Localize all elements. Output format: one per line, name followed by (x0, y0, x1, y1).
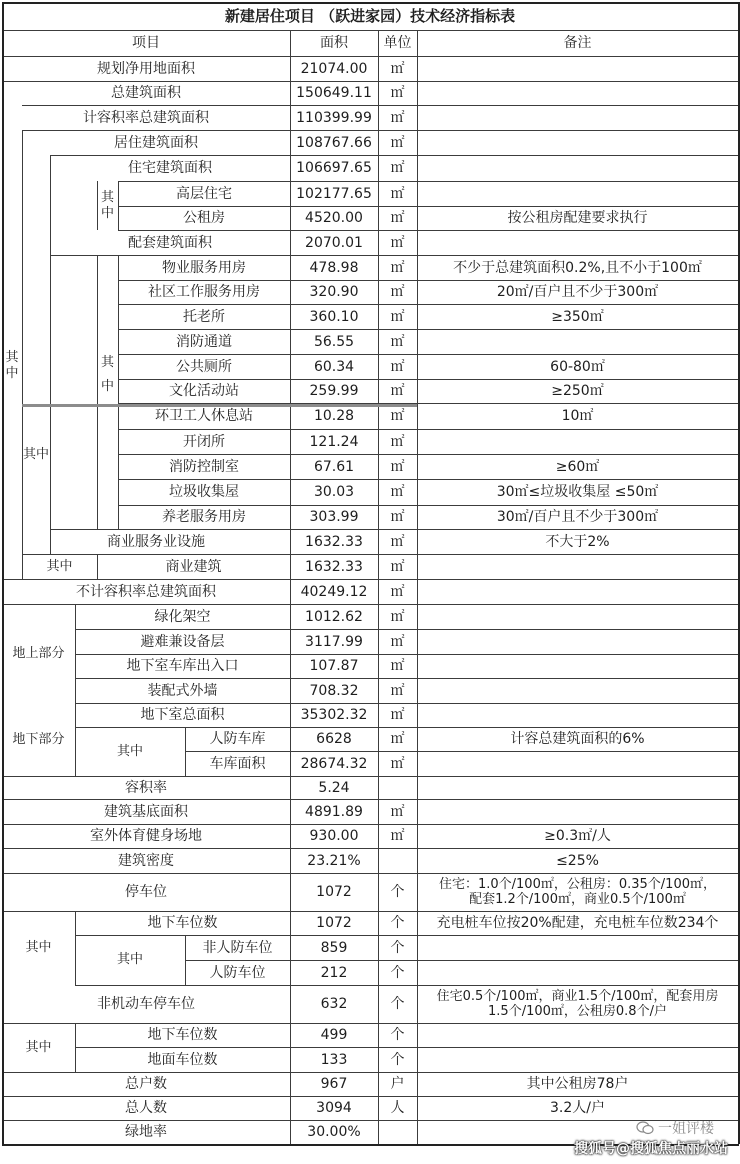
row-label: 环卫工人休息站 (155, 408, 253, 424)
row-area: 102177.65 (296, 185, 372, 202)
grid-line (2, 604, 739, 605)
header-area: 面积 (320, 35, 348, 51)
group-label: 地下部分 (12, 731, 65, 747)
row-label: 装配式外墙 (147, 682, 218, 699)
row-note (417, 935, 738, 960)
row-note (417, 105, 738, 130)
page-split-divider (22, 404, 417, 407)
row-note (417, 960, 738, 985)
row-note (417, 1023, 738, 1047)
row-unit: 个 (390, 996, 405, 1012)
row-unit: ㎡ (390, 608, 405, 625)
grid-line (2, 579, 739, 580)
row-label: 住宅建筑面积 (128, 160, 212, 176)
row-unit: ㎡ (390, 731, 405, 747)
grid-line (118, 181, 739, 182)
grid-line (22, 105, 739, 106)
row-note: 不大于2% (545, 533, 610, 550)
row-note: 其中公租房78户 (526, 1076, 629, 1092)
group-label: 其中 (100, 189, 114, 221)
row-unit: ㎡ (390, 308, 405, 325)
row-unit (378, 776, 417, 799)
grid-line (118, 206, 739, 207)
grid-line (22, 554, 739, 555)
grid-line (185, 960, 739, 961)
row-unit: ㎡ (390, 134, 405, 151)
grid-line (2, 824, 739, 825)
row-label: 避难兼设备层 (140, 633, 225, 650)
watermark (534, 1118, 734, 1158)
row-unit: ㎡ (390, 284, 405, 300)
grid-line (118, 454, 739, 455)
row-area: 106697.65 (296, 160, 372, 176)
row-unit: ㎡ (390, 583, 405, 600)
row-area: 259.99 (309, 383, 359, 399)
row-label: 非机动车停车位 (97, 996, 195, 1012)
row-note (417, 799, 738, 824)
row-label: 人防车库 (209, 731, 266, 747)
row-note (417, 776, 738, 799)
group-label: 其中 (25, 1039, 52, 1055)
row-note (417, 579, 738, 604)
row-label: 室外体育健身场地 (90, 828, 202, 844)
row-label: 消防控制室 (169, 458, 239, 475)
row-note (417, 678, 738, 703)
row-unit: ㎡ (390, 509, 405, 525)
grid-line (118, 379, 739, 380)
row-area: 133 (320, 1051, 348, 1068)
grid-line (75, 629, 739, 630)
group-label: 其中 (116, 743, 143, 759)
row-area: 1632.33 (305, 558, 363, 575)
row-label: 开闭所 (183, 433, 225, 450)
row-unit: ㎡ (390, 533, 405, 550)
row-unit: 个 (390, 1051, 405, 1068)
grid-line (75, 727, 739, 728)
watermark-source-text: 搜狐号@搜狐焦点丽水站 (574, 1141, 728, 1157)
row-label: 停车位 (125, 884, 167, 900)
grid-line (2, 56, 739, 57)
row-label: 养老服务用房 (162, 509, 246, 525)
row-area: 499 (320, 1027, 348, 1043)
row-label: 地下车位数 (147, 915, 218, 931)
row-area: 967 (320, 1076, 348, 1092)
row-label: 计容积率总建筑面积 (83, 109, 209, 126)
grid-line (22, 130, 23, 579)
row-label: 地面车位数 (147, 1051, 218, 1068)
row-unit: ㎡ (390, 707, 405, 723)
grid-line (2, 30, 739, 31)
grid-line (118, 280, 739, 281)
row-label: 总人数 (125, 1100, 167, 1116)
row-note (417, 629, 738, 654)
grid-line (118, 181, 119, 230)
row-unit: ㎡ (390, 408, 405, 424)
grid-line (75, 985, 739, 986)
row-area: 110399.99 (296, 109, 372, 126)
row-note: 不少于总建筑面积0.2%,且不小于100㎡ (453, 259, 702, 276)
row-label: 总户数 (125, 1076, 167, 1092)
row-unit: ㎡ (390, 484, 405, 500)
row-label: 公共厕所 (176, 358, 232, 375)
grid-line (2, 1096, 739, 1097)
header-item: 项目 (132, 35, 160, 51)
row-note: 3.2人/户 (550, 1100, 605, 1116)
row-unit: ㎡ (390, 358, 405, 375)
grid-line (2, 799, 739, 800)
row-label: 地下室总面积 (140, 707, 225, 723)
row-area: 859 (320, 939, 348, 956)
row-label: 商业建筑 (165, 558, 222, 575)
grid-line (2, 911, 739, 912)
row-area: 303.99 (309, 509, 359, 525)
header-unit: 单位 (383, 35, 412, 51)
row-label: 人防车位 (209, 964, 266, 981)
row-area: 708.32 (309, 682, 359, 699)
row-note: 住宅：1.0个/100㎡，公租房：0.35个/100㎡， 配套1.2个/100㎡，商业0.5个/100㎡ (438, 877, 716, 907)
row-note (417, 329, 738, 354)
row-area: 3094 (316, 1100, 352, 1116)
group-label: 其中 (22, 447, 49, 462)
row-unit: 户 (390, 1076, 405, 1092)
table-title: 新建居住项目 （跃进家园）技术经济指标表 (224, 7, 516, 25)
row-note (417, 429, 738, 454)
row-note (417, 751, 738, 776)
row-label: 规划净用地面积 (97, 60, 195, 77)
grid-line (290, 30, 291, 1144)
row-unit: ㎡ (390, 333, 405, 350)
row-note: 充电桩车位按20%配建，充电桩车位数234个 (436, 915, 719, 931)
row-label: 社区工作服务用房 (148, 284, 260, 300)
grid-line (118, 505, 739, 506)
row-area: 4891.89 (305, 803, 363, 820)
row-note (417, 155, 738, 181)
row-label: 商业服务业设施 (107, 533, 205, 550)
row-unit (378, 848, 417, 873)
row-area: 2070.01 (305, 234, 363, 251)
row-area: 930.00 (309, 828, 359, 844)
row-label: 非人防车位 (202, 939, 273, 956)
row-note: ≥350㎡ (551, 308, 604, 325)
row-unit: 个 (390, 884, 405, 900)
grid-line (185, 935, 186, 985)
grid-line (2, 2, 739, 4)
row-area: 6628 (316, 731, 352, 747)
row-label: 绿化架空 (154, 608, 211, 625)
row-note (417, 554, 738, 579)
row-note (417, 703, 738, 727)
row-area: 56.55 (313, 333, 355, 350)
grid-line (75, 678, 739, 679)
row-note (417, 56, 738, 81)
row-unit: ㎡ (390, 458, 405, 475)
row-unit: ㎡ (390, 682, 405, 699)
grid-line (75, 911, 76, 985)
row-unit: ㎡ (390, 160, 405, 176)
row-label: 不计容积率总建筑面积 (76, 583, 216, 600)
grid-line (2, 1072, 739, 1073)
group-label: 其中 (5, 350, 19, 381)
row-area: 28674.32 (300, 755, 368, 772)
row-note: 10㎡ (561, 408, 594, 424)
row-note: 20㎡/百户且不少于300㎡ (496, 284, 659, 300)
row-area: 21074.00 (300, 60, 368, 77)
grid-line (2, 81, 739, 82)
grid-line (75, 604, 76, 776)
row-unit: ㎡ (390, 828, 405, 844)
row-unit: ㎡ (390, 658, 405, 674)
row-note: ≥0.3㎡/人 (544, 828, 611, 844)
row-label: 高层住宅 (176, 185, 232, 202)
grid-line (2, 873, 739, 874)
row-note (417, 230, 738, 255)
row-area: 1072 (316, 915, 352, 931)
row-unit: ㎡ (390, 259, 405, 276)
row-unit: ㎡ (390, 185, 405, 202)
grid-line (50, 155, 739, 156)
row-unit: ㎡ (390, 558, 405, 575)
header-note: 备注 (563, 35, 592, 51)
row-area: 478.98 (309, 259, 359, 276)
row-note (417, 181, 738, 206)
row-unit: ㎡ (390, 234, 405, 251)
row-unit: ㎡ (390, 60, 405, 77)
grid-line (97, 181, 98, 230)
row-area: 35302.32 (300, 707, 368, 723)
row-unit: ㎡ (390, 755, 405, 772)
row-unit: ㎡ (390, 85, 405, 101)
row-unit: 人 (390, 1100, 405, 1116)
grid-line (2, 1023, 739, 1024)
row-label: 建筑密度 (118, 852, 174, 869)
row-area: 4520.00 (305, 210, 363, 226)
row-area: 632 (320, 996, 348, 1012)
grid-line (378, 30, 379, 1144)
row-label: 车库面积 (209, 755, 266, 772)
row-unit: ㎡ (390, 383, 405, 399)
row-note (417, 604, 738, 629)
grid-line (50, 255, 739, 256)
row-note: 住宅0.5个/100㎡，商业1.5个/100㎡，配套用房 1.5个/100㎡，公租房0.8个/户 (436, 989, 719, 1019)
row-label: 总建筑面积 (111, 85, 181, 101)
row-area: 3117.99 (305, 633, 363, 650)
grid-line (75, 703, 739, 704)
grid-line (185, 751, 739, 752)
row-unit: 个 (390, 915, 405, 931)
grid-line (118, 429, 739, 430)
row-area: 67.61 (313, 458, 355, 475)
grid-line (75, 654, 739, 655)
row-area: 107.87 (309, 658, 359, 674)
grid-line (118, 255, 119, 529)
row-note: ≥250㎡ (551, 383, 604, 399)
row-unit: ㎡ (390, 210, 405, 226)
row-note: 按公租房配建要求执行 (507, 210, 648, 226)
row-note: ≤25% (556, 852, 599, 869)
row-label: 配套建筑面积 (128, 234, 212, 251)
row-label: 消防通道 (176, 333, 232, 350)
row-unit: 个 (390, 939, 405, 956)
grid-line (75, 1047, 739, 1048)
group-label: 其中 (116, 952, 143, 967)
grid-line (118, 354, 739, 355)
row-note: 30㎡/百户且不少于300㎡ (496, 509, 659, 525)
row-area: 108767.66 (296, 134, 372, 151)
row-area: 150649.11 (296, 85, 372, 101)
row-area: 1632.33 (305, 533, 363, 550)
row-area: 10.28 (313, 408, 355, 424)
row-note (417, 1047, 738, 1072)
watermark-author-text: 一姐评楼 (658, 1121, 714, 1137)
grid-line (417, 30, 418, 1144)
row-area: 121.24 (309, 433, 359, 450)
row-note: ≥60㎡ (555, 458, 600, 475)
row-note (417, 654, 738, 678)
grid-line (2, 776, 739, 777)
grid-line (75, 1023, 76, 1072)
watermark-author (636, 1118, 714, 1138)
row-label: 地下室车库出入口 (126, 658, 239, 674)
wechat-icon (636, 1121, 654, 1135)
row-note (417, 130, 738, 155)
row-area: 1072 (316, 884, 352, 900)
row-area: 60.34 (313, 358, 355, 375)
row-unit: ㎡ (390, 633, 405, 650)
grid-line (22, 130, 739, 131)
row-unit: ㎡ (390, 433, 405, 450)
row-note: 30㎡≤垃圾收集屋 ≤50㎡ (496, 484, 659, 500)
row-label: 容积率 (125, 779, 167, 796)
grid-line (97, 255, 98, 529)
group-label: 其中 (46, 558, 73, 574)
row-area: 30.03 (313, 484, 355, 500)
grid-line (75, 935, 739, 936)
row-note: 计容总建筑面积的6% (510, 731, 645, 747)
group-label: 其中 (25, 940, 52, 955)
row-label: 居住建筑面积 (114, 134, 198, 151)
group-label: 其中 (100, 355, 114, 394)
row-area: 5.24 (318, 779, 350, 796)
row-area: 360.10 (309, 308, 359, 325)
grid-line (50, 155, 51, 554)
row-unit: 个 (390, 1027, 405, 1043)
grid-line (2, 2, 4, 1144)
row-label: 地下车位数 (147, 1027, 218, 1043)
row-area: 23.21% (307, 852, 361, 869)
grid-line (118, 479, 739, 480)
row-label: 托老所 (183, 308, 225, 325)
row-label: 文化活动站 (169, 383, 239, 399)
row-area: 1012.62 (305, 608, 363, 625)
grid-line (185, 727, 186, 776)
row-label: 绿地率 (125, 1124, 167, 1140)
row-area: 30.00% (307, 1124, 361, 1140)
row-unit: 个 (390, 964, 405, 981)
row-area: 320.90 (309, 284, 359, 300)
row-label: 物业服务用房 (162, 259, 246, 276)
grid-line (97, 554, 98, 579)
row-area: 212 (320, 964, 348, 981)
row-label: 垃圾收集屋 (169, 484, 239, 500)
row-note: 60-80㎡ (550, 358, 605, 375)
row-unit (378, 1120, 417, 1144)
row-unit: ㎡ (390, 803, 405, 820)
grid-line (118, 230, 739, 231)
grid-line (118, 304, 739, 305)
grid-line (50, 529, 739, 530)
group-label: 地上部分 (12, 645, 65, 661)
grid-line (2, 848, 739, 849)
row-label: 公租房 (183, 210, 225, 226)
row-unit: ㎡ (390, 109, 405, 126)
row-area: 40249.12 (300, 583, 368, 600)
grid-line (118, 329, 739, 330)
row-label: 建筑基底面积 (104, 803, 188, 820)
row-note (417, 81, 738, 105)
